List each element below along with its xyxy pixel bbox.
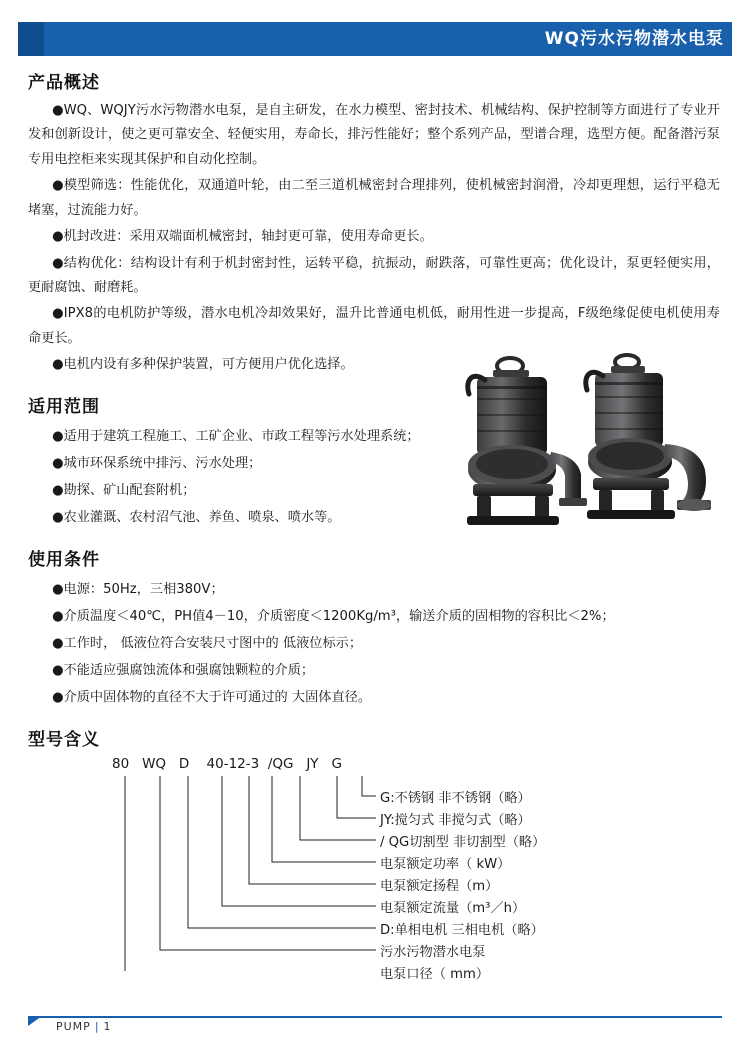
model-token-dash2: -	[245, 756, 251, 773]
model-label-power: 电泵额定功率（ kW）	[380, 857, 511, 873]
page-header	[0, 22, 750, 56]
model-token-head: 12	[228, 756, 246, 773]
overview-paragraph: ●WQ、WQJY污水污物潜水电泵，是自主研发，在水力模型、密封技术、机械结构、保护控制等方面进行了专业开发和创新设计，使之更可靠安全、轻便实用，寿命长，排污性能好；整个系列产品，型谱合理，选型方便。配备潜污泵专用电控柜来实现其保护和自动化控制。	[28, 103, 720, 167]
model-token-phase: D	[178, 756, 190, 773]
list-item: ●介质温度＜40℃，PH值4－10，介质密度＜1200Kg/m³，输送介质的固相物的容积比＜2%；	[52, 608, 615, 624]
list-item: ●电源：50Hz，三相380V；	[52, 581, 224, 597]
model-label-head: 电泵额定扬程（m）	[380, 879, 499, 895]
section-heading-conditions: 使用条件	[28, 549, 100, 570]
list-item: ●农业灌溉、农村沼气池、养鱼、喷泉、喷水等。	[52, 509, 341, 525]
section-heading-scope: 适用范围	[28, 396, 100, 417]
scope-list	[0, 423, 750, 531]
model-label-flow: 电泵额定流量（m³／h）	[380, 901, 526, 917]
model-label-series: 污水污物潜水电泵	[380, 945, 486, 961]
list-item: ●城市环保系统中排污、污水处理；	[52, 455, 262, 471]
model-leader-lines	[0, 756, 750, 971]
conditions-list	[0, 576, 750, 711]
footer-page-number: 1	[103, 1020, 112, 1033]
overview-paragraph: ●结构优化：结构设计有利于机封密封性，运转平稳，抗振动，耐跌落，可靠性更高；优化设计，泵更轻便实用，更耐腐蚀、耐磨耗。	[28, 255, 720, 295]
overview-paragraph: ●机封改进：采用双端面机械密封，轴封更可靠，使用寿命更长。	[52, 229, 433, 245]
page-footer	[0, 1016, 750, 1038]
model-label-cutting: / QG切割型 非切割型（略）	[380, 835, 546, 851]
section-scope	[0, 392, 750, 531]
model-label-phase: D:单相电机 三相电机（略）	[380, 923, 544, 939]
section-model-naming	[0, 725, 750, 983]
page-title: WQ污水污物潜水电泵	[544, 29, 724, 49]
list-item: ●工作时， 低液位符合安装尺寸图中的 低液位标示；	[52, 636, 363, 652]
model-token-material: G	[331, 756, 342, 773]
model-naming-diagram	[0, 756, 750, 983]
model-label-material: G:不锈钢 非不锈钢（略）	[380, 791, 531, 807]
list-item: ●不能适应强腐蚀流体和强腐蚀颗粒的介质；	[52, 663, 315, 679]
model-token-power: 3	[250, 756, 260, 773]
model-label-mixing: JY:搅匀式 非搅匀式（略）	[380, 813, 531, 829]
section-heading-overview: 产品概述	[28, 73, 100, 93]
overview-paragraph: ●IPX8的电机防护等级，潜水电机冷却效果好，温升比普通电机低，耐用性进一步提高，F级绝缘促使电机使用寿命更长。	[28, 306, 720, 346]
model-token-mixing: JY	[306, 756, 319, 773]
model-label-caliber: 电泵口径（ mm）	[380, 967, 490, 983]
overview-paragraph: ●电机内设有多种保护装置，可方便用户优化选择。	[52, 357, 354, 373]
footer-triangle	[28, 1016, 42, 1026]
section-heading-model: 型号含义	[28, 730, 100, 751]
model-token-flow: 40	[206, 756, 224, 773]
model-token-dash1: -	[223, 756, 229, 773]
overview-paragraph: ●模型筛选：性能优化，双通道叶轮，由二至三道机械密封合理排列，使机械密封润滑，冷却更理想，运行平稳无堵塞，过流能力好。	[28, 178, 720, 218]
footer-label: PUMP	[56, 1020, 91, 1033]
footer-rule	[28, 1016, 722, 1018]
model-token-series: WQ	[142, 756, 167, 773]
list-item: ●介质中固体物的直径不大于许可通过的 大固体直径。	[52, 690, 372, 706]
section-conditions	[0, 545, 750, 711]
footer-page-indicator	[56, 1020, 112, 1033]
section-overview	[0, 68, 750, 378]
footer-separator: |	[94, 1020, 100, 1033]
model-token-caliber: 80	[112, 756, 130, 773]
list-item: ●勘探、矿山配套附机；	[52, 482, 196, 498]
header-accent-block	[18, 22, 44, 56]
model-token-cutting: /QG	[267, 756, 294, 773]
document-content	[0, 68, 750, 981]
list-item: ●适用于建筑工程施工、工矿企业、市政工程等污水处理系统；	[52, 428, 420, 444]
